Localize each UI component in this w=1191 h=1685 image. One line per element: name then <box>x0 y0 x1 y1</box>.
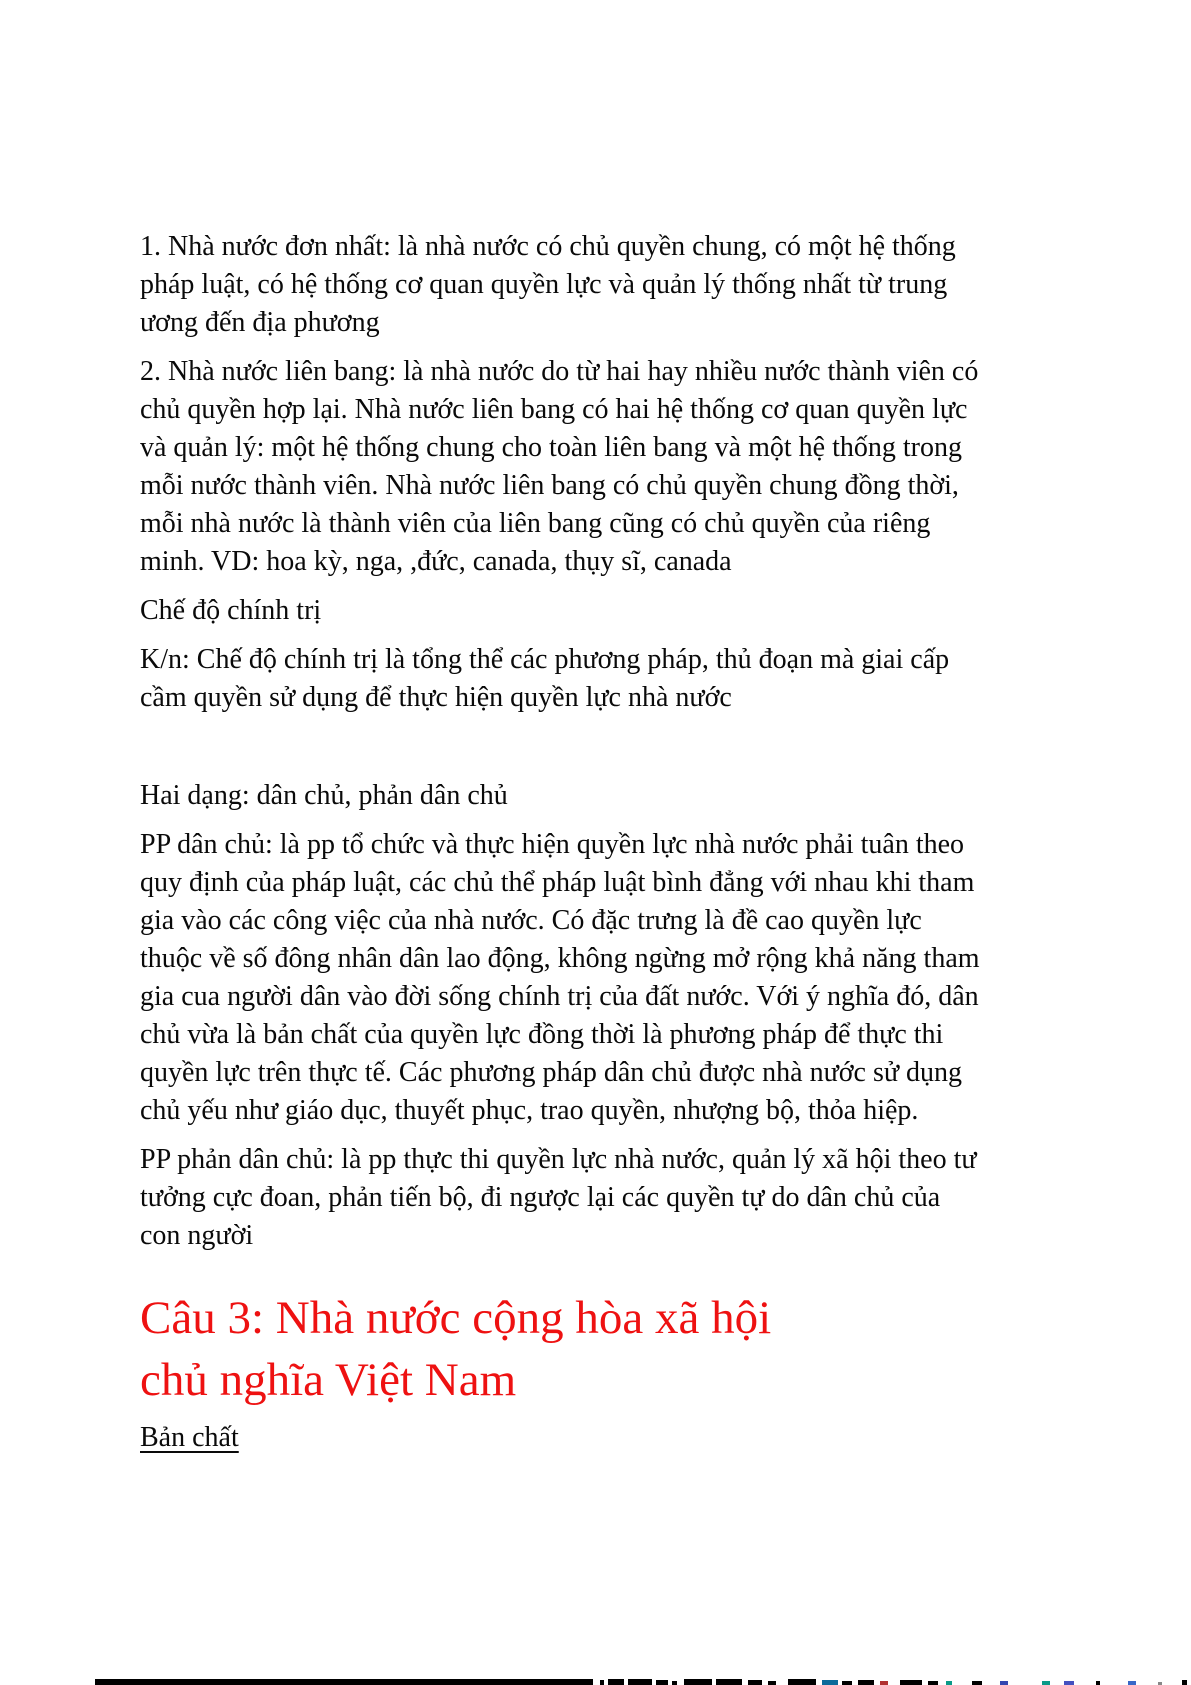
paragraph-political-regime-definition: K/n: Chế độ chính trị là tổng thể các phương pháp, thủ đoạn mà giai cấp cầm quyền sử dụng để thực hiện quyền lực nhà nước <box>140 644 950 713</box>
paragraph-political-regime-title: Chế độ chính trị <box>140 595 322 626</box>
paragraph-ban-chat: Bản chất <box>140 1422 239 1453</box>
clipped-text-fragment <box>972 1681 982 1685</box>
clipped-text-fragment <box>858 1680 874 1685</box>
paragraph-antidemocratic-method: PP phản dân chủ: là pp thực thi quyền lực nhà nước, quản lý xã hội theo tư tưởng cực đoan, phản tiến bộ, đi ngược lại các quyền tự do dân chủ của con người <box>140 1144 977 1251</box>
paragraph-unitary-state: 1. Nhà nước đơn nhất: là nhà nước có chủ quyền chung, có một hệ thống pháp luật, có hệ thống cơ quan quyền lực và quản lý thống nhất từ trung ương đến địa phương <box>140 231 956 338</box>
clipped-text-fragment <box>608 1679 624 1685</box>
clipped-text-fragment <box>1128 1681 1136 1685</box>
heading-cau-3: Câu 3: Nhà nước cộng hòa xã hội chủ nghĩa Việt Nam <box>140 1292 772 1406</box>
clipped-text-fragment <box>628 1679 652 1685</box>
clipped-text-fragment <box>928 1681 938 1685</box>
document-body <box>140 228 985 1468</box>
clipped-text-fragment <box>716 1679 742 1685</box>
clipped-text-fragment <box>656 1680 668 1685</box>
clipped-next-line-strip <box>0 1677 1191 1685</box>
clipped-text-fragment <box>946 1681 952 1685</box>
clipped-text-fragment <box>900 1680 922 1685</box>
paragraph-democratic-method: PP dân chủ: là pp tổ chức và thực hiện quyền lực nhà nước phải tuân theo quy định của pháp luật, các chủ thể pháp luật bình đẳng với nhau khi tham gia vào các công việc của nhà nước. Có đặc trưng là đề cao quyền lực thuộc về số đông nhân dân lao động, không ngừng mở rộng khả năng tham gia cua người dân vào đời sống chính trị của đất nước. Với ý nghĩa đó, dân chủ vừa là bản chất của quyền lực đồng thời là phương pháp để thực thi quyền lực trên thực tế. Các phương pháp dân chủ được nhà nước sử dụng chủ yếu như giáo dục, thuyết phục, trao quyền, nhượng bộ, thỏa hiệp. <box>140 829 980 1126</box>
clipped-text-fragment <box>842 1681 852 1685</box>
clipped-text-fragment <box>1182 1680 1187 1685</box>
clipped-text-fragment <box>1096 1681 1100 1685</box>
clipped-text-fragment <box>600 1680 604 1685</box>
clipped-text-fragment <box>672 1681 677 1685</box>
clipped-text-fragment <box>1000 1681 1008 1685</box>
clipped-text-fragment <box>95 1679 593 1685</box>
clipped-text-fragment <box>788 1679 816 1685</box>
paragraph-two-forms: Hai dạng: dân chủ, phản dân chủ <box>140 780 508 811</box>
paragraph-federal-state: 2. Nhà nước liên bang: là nhà nước do từ hai hay nhiều nước thành viên có chủ quyền hợp lại. Nhà nước liên bang có hai hệ thống cơ quan quyền lực và quản lý: một hệ thống chung cho toàn liên bang và một hệ thống trong mỗi nước thành viên. Nhà nước liên bang có chủ quyền chung đồng thời, mỗi nhà nước là thành viên của liên bang cũng có chủ quyền của riêng minh. VD: hoa kỳ, nga, ,đức, canada, thụy sĩ, canada <box>140 356 979 577</box>
clipped-text-fragment <box>748 1680 762 1685</box>
clipped-text-fragment <box>684 1679 712 1685</box>
clipped-text-fragment <box>768 1681 776 1685</box>
clipped-text-fragment <box>1064 1681 1074 1685</box>
empty-paragraph <box>140 728 985 766</box>
clipped-text-fragment <box>822 1680 838 1685</box>
clipped-text-fragment <box>880 1681 888 1685</box>
clipped-text-fragment <box>1042 1681 1050 1685</box>
